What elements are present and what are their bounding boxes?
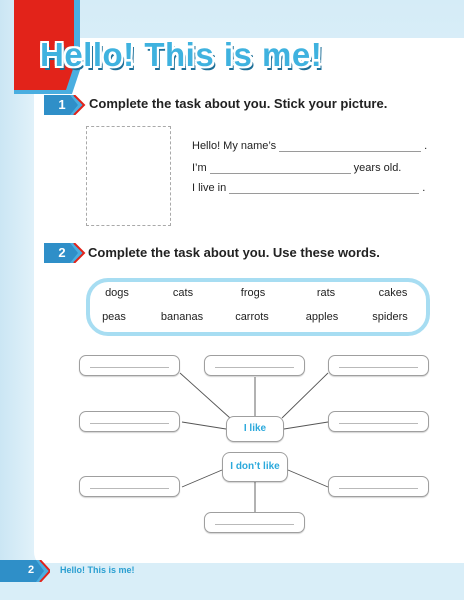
age-line-suffix: years old. (353, 162, 402, 174)
footer-title: Hello! This is me! (60, 565, 135, 575)
word-item: bananas (160, 311, 204, 323)
page-number-tab-icon (0, 560, 50, 582)
task2-instruction: Complete the task about you. Use these words. (88, 245, 380, 260)
word-item: carrots (235, 311, 269, 323)
page-title: Hello! This is me! (40, 36, 323, 73)
word-item: spiders (372, 311, 408, 323)
page-number: 2 (28, 564, 35, 576)
dislike-answer-box[interactable] (79, 476, 180, 497)
task1-instruction: Complete the task about you. Stick your picture. (89, 96, 388, 111)
word-item: dogs (105, 287, 129, 299)
word-item: cakes (378, 287, 408, 299)
dislike-answer-box[interactable] (204, 512, 305, 533)
like-answer-box[interactable] (328, 411, 429, 432)
like-answer-box[interactable] (79, 355, 180, 376)
word-item: rats (316, 287, 336, 299)
word-item: frogs (240, 287, 266, 299)
i-dont-like-center: I don’t like (222, 452, 288, 482)
dislike-answer-box[interactable] (328, 476, 429, 497)
home-line-prefix: I live in (192, 182, 227, 194)
home-line-suffix: . (422, 182, 426, 194)
i-like-center: I like (226, 416, 284, 442)
step-number-2: 2 (58, 245, 66, 260)
name-line-prefix: Hello! My name’s (192, 140, 277, 152)
like-answer-box[interactable] (79, 411, 180, 432)
name-line-suffix: . (424, 140, 428, 152)
word-item: peas (102, 311, 126, 323)
age-line-prefix: I’m (192, 162, 207, 174)
like-answer-box[interactable] (204, 355, 305, 376)
word-item: cats (172, 287, 194, 299)
word-item: apples (305, 311, 339, 323)
step-number-1: 1 (58, 97, 66, 112)
like-answer-box[interactable] (328, 355, 429, 376)
